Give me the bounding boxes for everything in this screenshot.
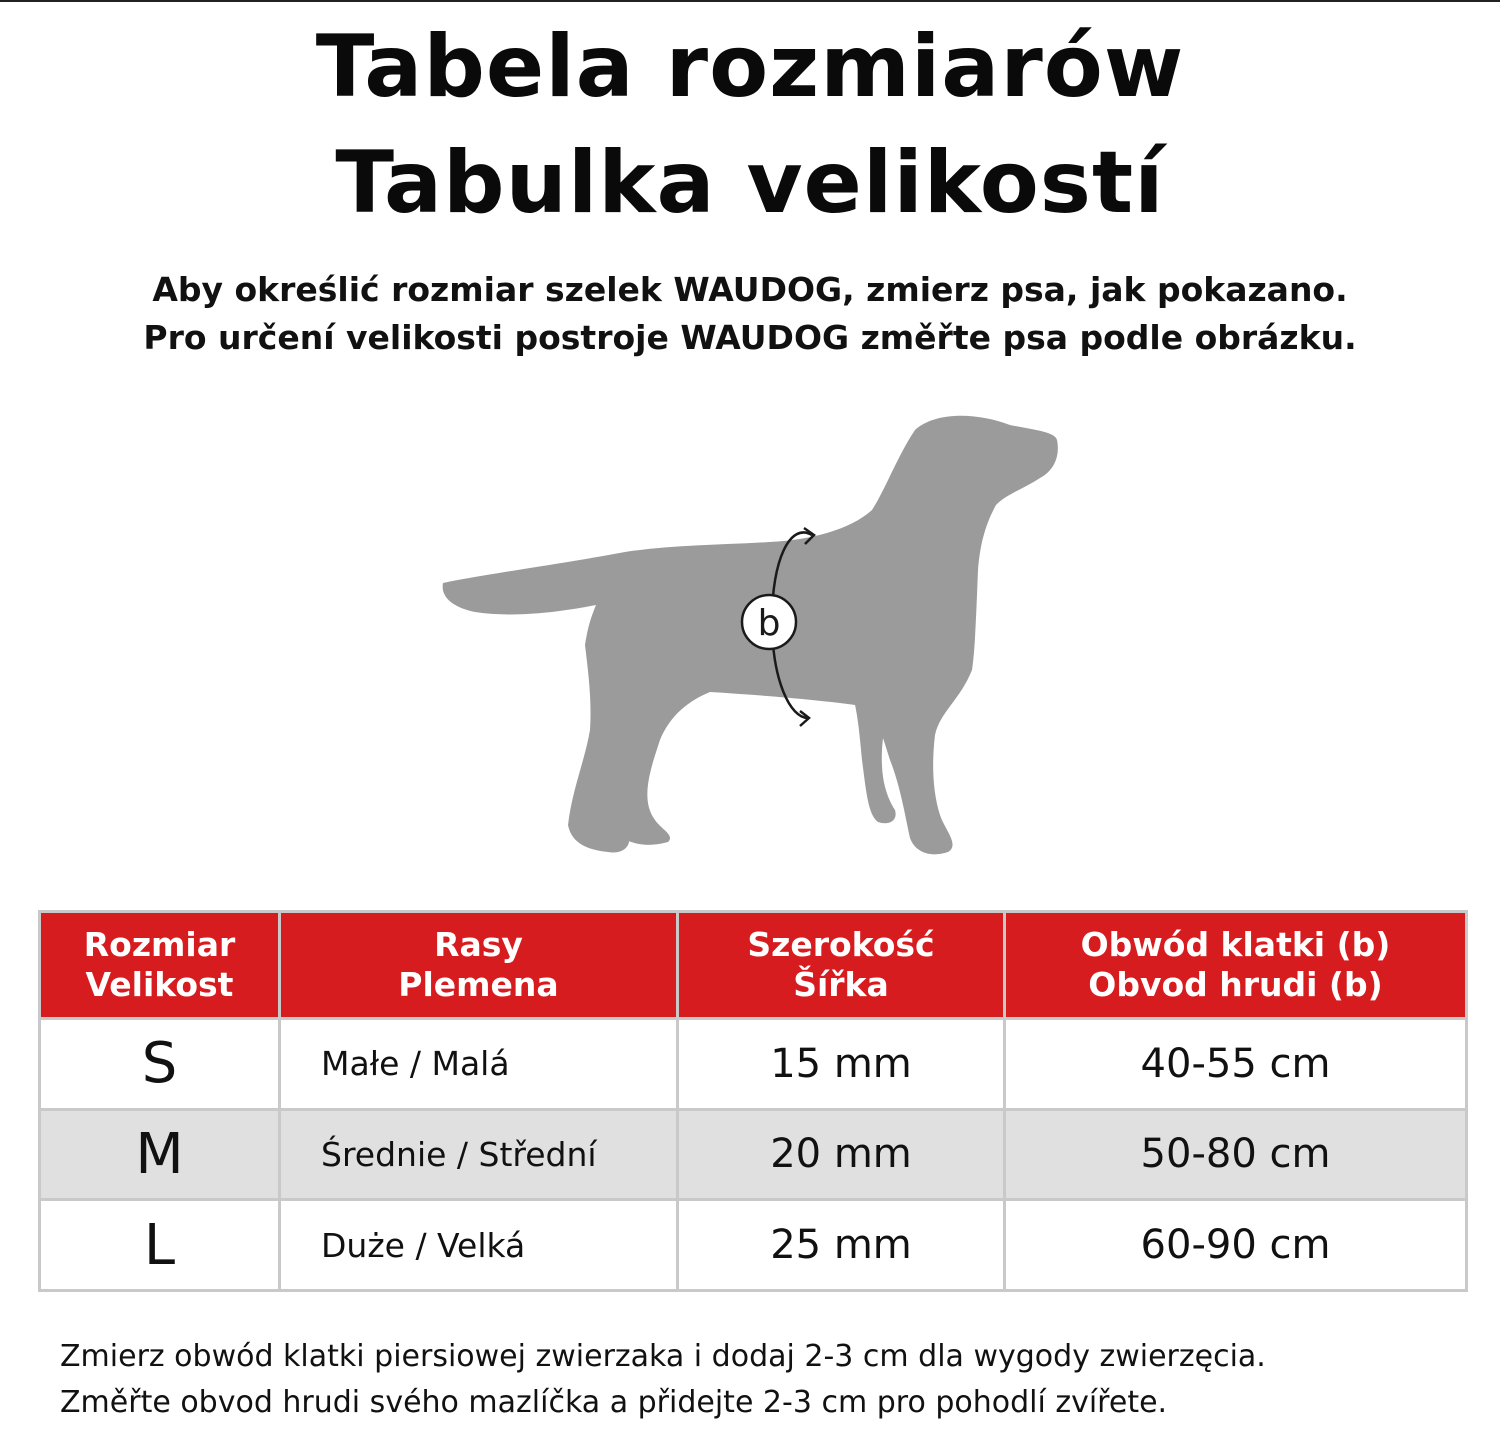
dog-silhouette-illustration: [430, 405, 1070, 865]
header-breed-pl: Rasy: [434, 925, 523, 964]
table-header-row: [40, 912, 1467, 1019]
page-title-cz: Tabulka velikostí: [335, 133, 1165, 233]
instruction-pl: Aby określić rozmiar szelek WAUDOG, zmierz psa, jak pokazano.: [152, 270, 1348, 309]
header-width-cz: Šířka: [793, 965, 889, 1004]
top-rule: [0, 0, 1500, 2]
header-width-pl: Szerokość: [747, 925, 935, 964]
header-width: [678, 912, 1005, 1019]
header-size-pl: Rozmiar: [83, 925, 236, 964]
marker-b-label: b: [757, 603, 781, 644]
header-girth: [1005, 912, 1467, 1019]
cell-size: L: [40, 1200, 280, 1291]
cell-girth: 50-80 cm: [1005, 1109, 1467, 1200]
cell-girth: 40-55 cm: [1005, 1019, 1467, 1110]
cell-width: 20 mm: [678, 1109, 1005, 1200]
cell-size: S: [40, 1019, 280, 1110]
header-breed: [280, 912, 678, 1019]
header-girth-cz: Obvod hrudi (b): [1088, 965, 1383, 1004]
header-size-cz: Velikost: [85, 965, 234, 1004]
cell-width: 25 mm: [678, 1200, 1005, 1291]
instruction-cz: Pro určení velikosti postroje WAUDOG změřte psa podle obrázku.: [143, 318, 1357, 357]
cell-breed: Średnie / Střední: [280, 1109, 678, 1200]
measurement-note-cz: Změřte obvod hrudi svého mazlíčka a přidejte 2-3 cm pro pohodlí zvířete.: [60, 1385, 1168, 1420]
table-row-m: [40, 1109, 1467, 1200]
size-table: [38, 910, 1468, 1292]
cell-size: M: [40, 1109, 280, 1200]
table-row-s: [40, 1019, 1467, 1110]
cell-width: 15 mm: [678, 1019, 1005, 1110]
header-girth-pl: Obwód klatki (b): [1080, 925, 1391, 964]
cell-breed: Duże / Velká: [280, 1200, 678, 1291]
cell-breed: Małe / Malá: [280, 1019, 678, 1110]
cell-girth: 60-90 cm: [1005, 1200, 1467, 1291]
table-row-l: [40, 1200, 1467, 1291]
header-size: [40, 912, 280, 1019]
page-title-pl: Tabela rozmiarów: [315, 17, 1185, 117]
header-breed-cz: Plemena: [398, 965, 559, 1004]
measurement-note-pl: Zmierz obwód klatki piersiowej zwierzaka i dodaj 2-3 cm dla wygody zwierzęcia.: [60, 1339, 1266, 1374]
